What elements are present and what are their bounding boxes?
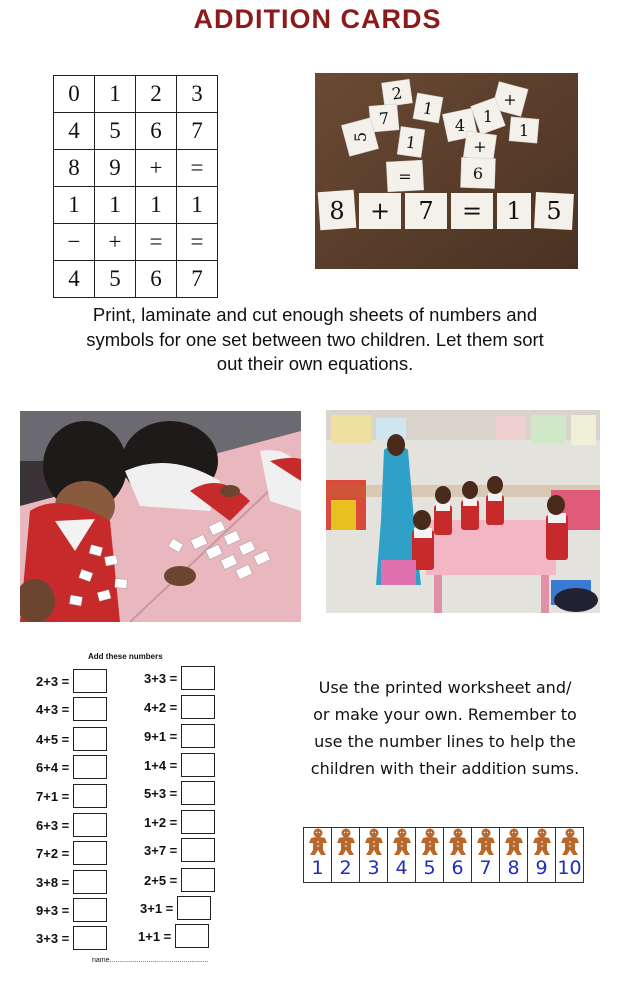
equation-card: + [369, 197, 391, 225]
grid-cell: − [54, 224, 95, 261]
worksheet-question [36, 755, 107, 779]
number-line-number: 2 [339, 857, 352, 879]
number-line-number: 10 [557, 857, 582, 879]
answer-box[interactable] [73, 669, 107, 693]
grid-cell: 2 [136, 76, 177, 113]
answer-box[interactable] [181, 695, 215, 719]
answer-box[interactable] [181, 810, 215, 834]
gingerbread-man-icon [392, 828, 412, 856]
text-line: Print, laminate and cut enough sheets of numbers and [92, 304, 538, 325]
worksheet-question [36, 898, 107, 922]
equation-text: 7+2 = [36, 845, 70, 861]
answer-box[interactable] [73, 841, 107, 865]
worksheet-question [144, 868, 215, 892]
number-line-cell [388, 828, 416, 882]
answer-box[interactable] [175, 924, 209, 948]
number-line-number: 1 [311, 857, 324, 879]
number-line-number: 4 [395, 857, 408, 879]
equation-text: 1+4 = [144, 757, 178, 773]
number-card-grid [53, 75, 218, 298]
equation-card: 7 [418, 197, 434, 225]
equation-text: 7+1 = [36, 788, 70, 804]
equation-text: 4+2 = [144, 699, 178, 715]
gingerbread-man-icon [420, 828, 440, 856]
grid-cell: 4 [54, 113, 95, 150]
answer-box[interactable] [73, 727, 107, 751]
svg-text:1: 1 [518, 121, 530, 140]
worksheet-question [144, 810, 215, 834]
grid-cell: = [177, 224, 218, 261]
grid-cell: = [136, 224, 177, 261]
grid-cell: 5 [95, 261, 136, 298]
grid-cell: 1 [95, 187, 136, 224]
svg-text:=: = [398, 167, 412, 186]
worksheet-question [36, 697, 107, 721]
grid-cell: 8 [54, 150, 95, 187]
worksheet-title: Add these numbers [88, 652, 163, 661]
worksheet-question [144, 838, 215, 862]
grid-cell: 1 [54, 187, 95, 224]
equation-text: 1+2 = [144, 814, 178, 830]
grid-cell: 4 [54, 261, 95, 298]
svg-text:4: 4 [454, 116, 466, 135]
equation-text: 6+3 = [36, 817, 70, 833]
svg-text:1: 1 [482, 107, 494, 126]
answer-box[interactable] [73, 870, 107, 894]
answer-box[interactable] [73, 898, 107, 922]
worksheet-question [36, 813, 107, 837]
grid-row [54, 187, 218, 224]
grid-cell: + [136, 150, 177, 187]
number-line-cell [360, 828, 388, 882]
text-line: Use the printed worksheet and/ [318, 678, 572, 697]
grid-cell: 9 [95, 150, 136, 187]
text-line: symbols for one set between two children. Let them sort [86, 328, 544, 350]
equation-text: 9+1 = [144, 728, 178, 744]
gingerbread-man-icon [504, 828, 524, 856]
number-line-cell [416, 828, 444, 882]
grid-cell: 1 [177, 187, 218, 224]
number-line-cell [304, 828, 332, 882]
answer-box[interactable] [73, 697, 107, 721]
gingerbread-man-icon [532, 828, 552, 856]
equation-text: 3+3 = [144, 670, 178, 686]
text-line: use the number lines to help the [314, 732, 576, 751]
svg-text:5: 5 [351, 131, 370, 143]
worksheet-question [138, 924, 209, 948]
equation-text: 3+3 = [36, 930, 70, 946]
equation-text: 3+7 = [144, 842, 178, 858]
svg-text:2: 2 [390, 83, 404, 104]
grid-cell: 6 [136, 261, 177, 298]
equation-text: 4+5 = [36, 731, 70, 747]
grid-row [54, 113, 218, 150]
answer-box[interactable] [181, 781, 215, 805]
gingerbread-man-icon [448, 828, 468, 856]
grid-cell: 6 [136, 113, 177, 150]
answer-box[interactable] [181, 724, 215, 748]
number-line-number: 9 [535, 857, 548, 879]
children-sorting-photo [20, 411, 301, 622]
answer-box[interactable] [181, 666, 215, 690]
number-line-number: 3 [367, 857, 380, 879]
svg-text:+: + [503, 90, 517, 109]
worksheet-question [144, 666, 215, 690]
svg-text:+: + [473, 137, 487, 156]
answer-box[interactable] [73, 784, 107, 808]
grid-row [54, 76, 218, 113]
grid-cell: 7 [177, 261, 218, 298]
name-line: name................................................... [92, 957, 209, 964]
answer-box[interactable] [73, 813, 107, 837]
gingerbread-man-icon [364, 828, 384, 856]
number-line-cell [472, 828, 500, 882]
answer-box[interactable] [181, 868, 215, 892]
grid-cell: 0 [54, 76, 95, 113]
gingerbread-man-icon [560, 828, 580, 856]
answer-box[interactable] [181, 753, 215, 777]
page-title: ADDITION CARDS [193, 4, 442, 34]
number-line-number: 8 [507, 857, 520, 879]
worksheet-question [144, 753, 215, 777]
worksheet-question [36, 870, 107, 894]
grid-row [54, 261, 218, 298]
equation-card: = [461, 197, 483, 225]
worksheet-question [36, 841, 107, 865]
svg-text:7: 7 [378, 108, 390, 129]
worksheet-question [36, 926, 107, 950]
equation-text: 3+8 = [36, 874, 70, 890]
grid-cell: 1 [136, 187, 177, 224]
worksheet-question [36, 727, 107, 751]
worksheet-question [36, 669, 107, 693]
grid-cell: 5 [95, 113, 136, 150]
equation-text: 5+3 = [144, 785, 178, 801]
instructions-paragraph [20, 303, 610, 377]
number-line-cell [444, 828, 472, 882]
answer-box[interactable] [73, 755, 107, 779]
text-line: children with their addition sums. [310, 759, 580, 778]
grid-cell: = [177, 150, 218, 187]
worksheet-question [144, 724, 215, 748]
grid-cell: 3 [177, 76, 218, 113]
number-line-number: 7 [479, 857, 492, 879]
equation-text: 6+4 = [36, 759, 70, 775]
worksheet-instructions [280, 674, 610, 782]
text-line: or make your own. Remember to [313, 705, 577, 724]
grid-cell: 7 [177, 113, 218, 150]
equation-card: 5 [546, 197, 562, 225]
text-line: out their own equations. [216, 353, 414, 374]
worksheet-question [140, 896, 211, 920]
answer-box[interactable] [177, 896, 211, 920]
grid-cell: + [95, 224, 136, 261]
equation-card: 1 [506, 197, 522, 225]
svg-text:1: 1 [421, 98, 435, 119]
number-line-cell [556, 828, 583, 882]
number-line-cell [528, 828, 556, 882]
gingerbread-man-icon [308, 828, 328, 856]
grid-row [54, 150, 218, 187]
equation-text: 3+1 = [140, 900, 174, 916]
grid-cell: 1 [95, 76, 136, 113]
worksheet-question [144, 695, 215, 719]
equation-text: 2+5 = [144, 872, 178, 888]
grid-row [54, 224, 218, 261]
gingerbread-man-icon [476, 828, 496, 856]
equation-text: 1+1 = [138, 928, 172, 944]
worksheet-question [144, 781, 215, 805]
classroom-photo [326, 410, 600, 613]
gingerbread-man-icon [336, 828, 356, 856]
answer-box[interactable] [181, 838, 215, 862]
number-line-number: 5 [423, 857, 436, 879]
number-line-cell [500, 828, 528, 882]
equation-text: 4+3 = [36, 701, 70, 717]
number-line-number: 6 [451, 857, 464, 879]
number-line [303, 827, 584, 883]
cards-on-table-photo [315, 73, 578, 269]
svg-text:1: 1 [404, 132, 418, 153]
answer-box[interactable] [73, 926, 107, 950]
svg-text:6: 6 [472, 164, 484, 183]
equation-card: 8 [329, 197, 345, 225]
worksheet-question [36, 784, 107, 808]
number-line-cell [332, 828, 360, 882]
equation-text: 9+3 = [36, 902, 70, 918]
equation-text: 2+3 = [36, 673, 70, 689]
